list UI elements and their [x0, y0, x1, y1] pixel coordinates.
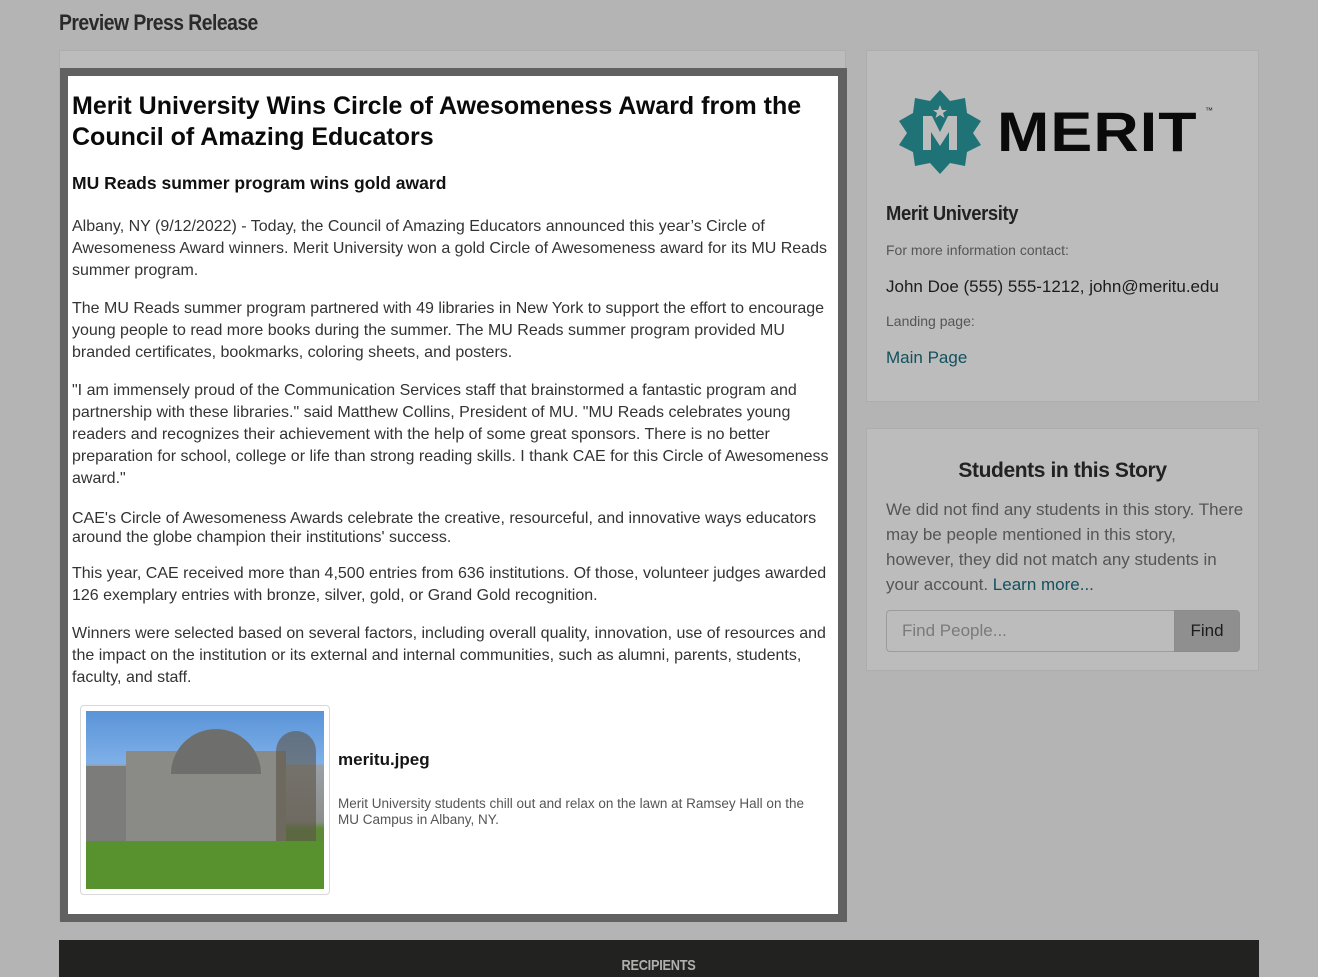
students-message-text: We did not find any students in this story. There may be people mentioned in this story, however, they did not match any students in your account.	[886, 500, 1244, 594]
merit-logo	[897, 88, 1213, 174]
body-paragraph: Winners were selected based on several factors, including overall quality, innovation, use of resources and the impact on the institution or its external and internal communities, such as alumni, parents, students, faculty, and staff.	[72, 625, 826, 686]
preview-frame	[60, 68, 847, 922]
body-paragraph: The MU Reads summer program partnered with 49 libraries in New York to support the effort to encourage young people to read more books during the summer. The MU Reads summer program provided MU branded certificates, bookmarks, coloring sheets, and posters.	[72, 300, 825, 361]
recipients-section-header[interactable]	[59, 940, 1259, 977]
press-release-headline: Merit University Wins Circle of Awesomeness Award from the Council of Amazing Educators	[72, 92, 802, 151]
students-panel-title: Students in this Story	[958, 459, 1167, 482]
students-message	[886, 497, 1246, 597]
campus-photo	[86, 711, 324, 889]
media-thumbnail[interactable]	[80, 705, 330, 895]
merit-badge-icon	[897, 88, 983, 174]
press-release-preview-panel	[59, 50, 846, 921]
press-release-subheadline: MU Reads summer program wins gold award	[72, 173, 447, 193]
media-caption: Merit University students chill out and relax on the lawn at Ramsey Hall on the MU Campus in Albany, NY.	[338, 796, 804, 827]
press-release-document	[68, 76, 838, 914]
find-people-group	[886, 610, 1240, 652]
body-paragraph: CAE's Circle of Awesomeness Awards celebrate the creative, resourceful, and innovative ways educators around the globe champion their institutions' success.	[72, 510, 817, 546]
organization-info-panel	[866, 50, 1259, 402]
page-title: Preview Press Release	[59, 10, 258, 35]
media-info	[330, 705, 808, 895]
contact-label: For more information contact:	[886, 242, 1069, 258]
media-attachment	[80, 705, 834, 895]
media-filename: meritu.jpeg	[338, 750, 430, 769]
body-paragraph: Albany, NY (9/12/2022) - Today, the Council of Amazing Educators announced this year’s Circle of Awesomeness Award winners. Merit University won a gold Circle of Awesomeness award for its MU Reads summer program.	[72, 218, 827, 279]
trademark-symbol: ™	[1205, 106, 1213, 115]
students-in-story-panel	[866, 428, 1259, 671]
logo-wordmark: MERIT	[997, 99, 1198, 163]
find-people-input[interactable]	[886, 610, 1174, 652]
main-page-link[interactable]: Main Page	[886, 348, 968, 367]
contact-value: John Doe (555) 555-1212, john@meritu.edu	[886, 277, 1219, 296]
learn-more-link[interactable]: Learn more...	[992, 575, 1094, 594]
recipients-label: RECIPIENTS	[622, 957, 696, 974]
body-paragraph: This year, CAE received more than 4,500 entries from 636 institutions. Of those, volunteer judges awarded 126 exemplary entries with bronze, silver, gold, or Grand Gold recognition.	[72, 565, 827, 604]
landing-page-label: Landing page:	[886, 313, 975, 329]
organization-name: Merit University	[886, 203, 1019, 225]
quote-paragraph: "I am immensely proud of the Communication Services staff that brainstormed a fantastic program and partnership with these libraries." said Matthew Collins, President of MU. "MU Reads celebrates young readers and recognizes their achievement with the help of some great sponsors. There is no better preparation for school, college or life than strong reading skills. I thank CAE for this Circle of Awesomeness award."	[72, 382, 829, 487]
find-button[interactable]: Find	[1174, 610, 1240, 652]
